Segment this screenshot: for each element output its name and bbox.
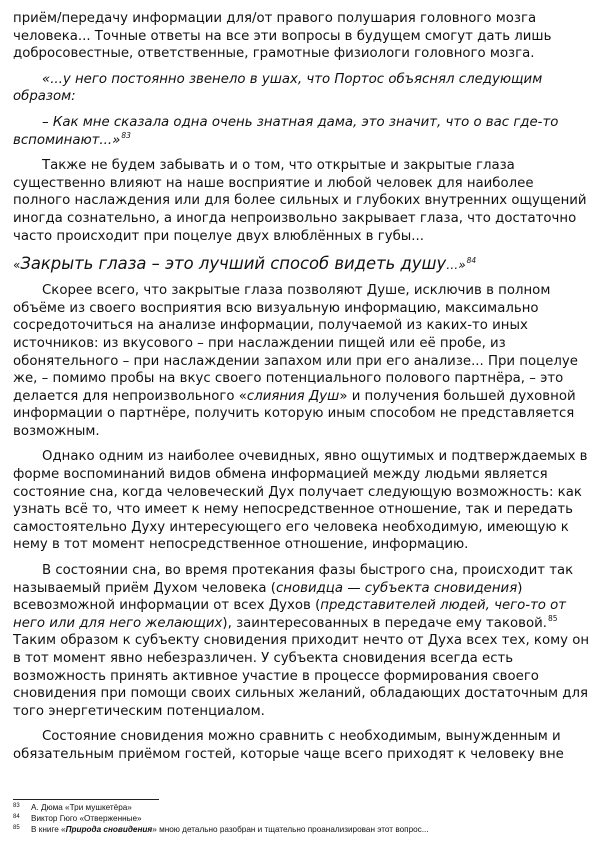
footnote-83 <box>13 802 591 813</box>
footnote-number: 84 <box>13 814 20 821</box>
paragraph-soul-part2: » и получения большей духовной информации о партнёре, получить которую иным способом не представляется возможным. <box>13 388 576 439</box>
paragraph-guests: Состояние сновидения можно сравнить с необходимым, вынужденным и обязательным приёмом гостей, которые чаще всего приходят к человеку вне <box>13 729 564 762</box>
footnote-book-title: Природа сновидения <box>65 825 153 835</box>
paragraph-dream-part1: В состоянии сна, во время протекания фазы быстрого сна, происходит так называемый приём Духом человека ( <box>13 563 574 596</box>
footnote-divider <box>13 799 159 800</box>
paragraph-dream-part3: ), заинтересованных в передаче ему таковой. <box>222 615 547 631</box>
footnote-ref-85[interactable]: 85 <box>547 614 558 624</box>
footnote-text-post: » мною детально разобран и тщательно проанализирован этот вопрос... <box>152 825 429 835</box>
heading-text: Закрыть глаза – это лучший способ видеть душу <box>20 254 447 274</box>
heading-close-quote: …» <box>446 258 466 273</box>
quote-line-2-text: – Как мне сказала одна очень знатная дама, это значит, что о вас где-то вспоминают...» <box>13 114 559 148</box>
footnote-text-pre: В книге « <box>31 825 66 835</box>
paragraph-dream-part2: ) всевозможной информации от всех Духов ( <box>13 580 523 614</box>
paragraph-dream-part4: Таким образом к субъекту сновидения приходит нечто от Духа всех тех, кому он в тот момент явно небезразличен. У субъекта сновидения всегда есть возможность принять активное участие в процессе формирования своего сновидения при помощи своих сильных желаний, обладающих достаточным для того энергетическим потенциалом. <box>13 633 590 719</box>
paragraph-soul-italic: слияния Душ <box>246 388 340 404</box>
paragraph-dream-state <box>13 562 591 720</box>
paragraph-dream-italic2: представителей людей, чего-то от него или для него желающих <box>13 598 567 631</box>
paragraph-continued: приём/передачу информации для/от правого полушария головного мозга человека... Точные ответы на все эти вопросы в будущем смогут дать лишь добросовестные, ответственные, грамотные физиологи головного мозга. <box>13 11 552 62</box>
footnote-text: Виктор Гюго «Отверженные» <box>31 814 142 824</box>
footnote-text: А. Дюма «Три мушкетёра» <box>31 803 132 812</box>
paragraph-closed-eyes: Также не будем забывать и о том, что открытые и закрытые глаза существенно влияют на наше восприятие и любой человек для наиболее полного наслаждения или для более сильных и глубоких внутренних ощущений иногда сознательно, а иногда непроизвольно закрывает глаза, что достаточно часто происходит при поцелуе двух влюблённых в губы... <box>13 158 587 244</box>
epigraph-heading <box>13 253 591 276</box>
footnote-84 <box>13 813 591 824</box>
footnote-85 <box>13 824 591 835</box>
footnote-number: 85 <box>13 825 20 832</box>
footnote-text <box>31 824 429 835</box>
heading-open-quote: « <box>13 258 21 273</box>
footnotes <box>13 799 591 836</box>
main-text <box>13 10 591 772</box>
quote-line-2 <box>13 114 591 149</box>
paragraph-soul <box>13 282 591 440</box>
footnote-ref-83[interactable]: 83 <box>121 131 131 141</box>
paragraph-soul-part1: Скорее всего, что закрытые глаза позволяют Душе, исключив в полном объёме из своего восприятия всю визуальную информацию, максимально сосредоточиться на анализе информации, получаемой из каких-то иных источников: из вкусового – при наслаждении пищей или её пробе, из обонятельного – при наслаждении запахом или при его анализе... При поцелуе же, – помимо пробы на вкус своего потенциального полового партнёра, – это делается для непроизвольного « <box>13 283 578 404</box>
quote-line-1: «...у него постоянно звенело в ушах, что Портос объяснял следующим образом: <box>13 71 543 105</box>
paragraph-dream-italic1: сновидца — субъекта сновидения <box>276 580 518 596</box>
paragraph-sleep-exchange: Однако одним из наиболее очевидных, явно ощутимых и подтверждаемых в форме воспоминаний видов обмена информацией между людьми является состояние сна, когда человеческий Дух получает следующую возможность: как узнать всё то, что имеет к нему непосредственное отношение, так и передать самостоятельно Духу интересующего его человека необходимую, имеющую к нему в тот момент непосредственное отношение, информацию. <box>13 449 588 553</box>
footnote-number: 83 <box>13 803 20 809</box>
footnote-ref-84[interactable]: 84 <box>466 255 477 265</box>
